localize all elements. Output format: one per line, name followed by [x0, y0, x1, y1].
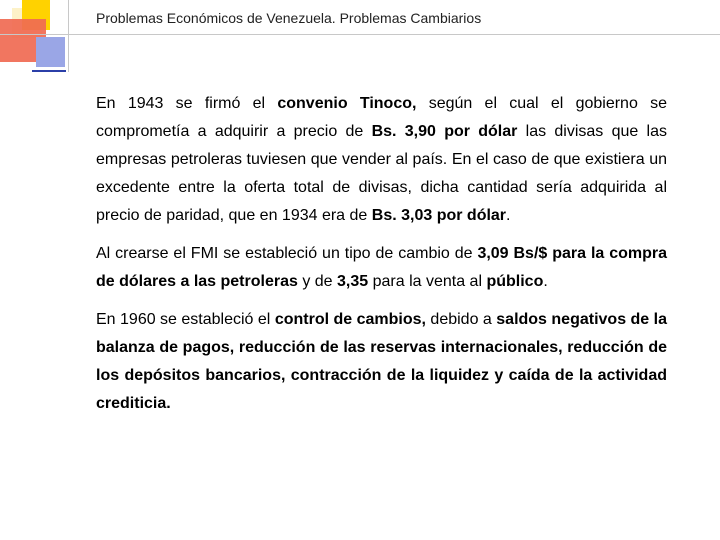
text-segment: Al crearse el FMI se estableció un tipo de cambio de [96, 245, 478, 262]
text-segment-bold: 3,35 [337, 273, 369, 290]
vertical-divider [68, 0, 69, 72]
paragraph-fmi [96, 240, 667, 296]
paragraph-convenio-tinoco [96, 90, 667, 230]
text-segment-bold: Bs. 3,90 por dólar [371, 123, 518, 140]
accent-line [32, 70, 66, 72]
text-segment: . [506, 207, 511, 224]
header-divider [0, 34, 720, 35]
text-segment-bold: control de cambios, [274, 311, 426, 328]
slide-body [96, 90, 667, 428]
paragraph-control-cambios [96, 306, 667, 418]
text-segment: debido a [425, 311, 497, 328]
text-segment: . [543, 273, 548, 290]
decor-blue-square [36, 37, 65, 67]
text-segment-bold: convenio Tinoco, [277, 95, 417, 112]
text-segment-bold: público [486, 273, 544, 290]
text-segment: y de [297, 273, 338, 290]
text-segment-bold: saldos negativos de la balanza de pagos, reducción de las reservas internacionales, reducción de los depósitos bancarios, contracción de la liquidez y caída de la actividad crediticia. [96, 311, 668, 412]
text-segment: las divisas que las empresas petroleras tuviesen que vender al país. En el caso de que existiera un excedente entre la oferta total de divisas, dicha cantidad sería adquirida al precio de paridad, que en 1934 era de [96, 123, 668, 224]
text-segment-bold: 3,09 Bs/$ para la compra de dólares a las petroleras [96, 245, 668, 290]
text-segment: En 1960 se estableció el [96, 311, 275, 328]
text-segment: según el cual el gobierno se comprometía a adquirir a precio de [96, 95, 668, 140]
text-segment-bold: Bs. 3,03 por dólar [371, 207, 507, 224]
slide-header-title: Problemas Económicos de Venezuela. Problemas Cambiarios [96, 10, 482, 26]
text-segment: En 1943 se firmó el [96, 95, 278, 112]
text-segment: para la venta al [368, 273, 487, 290]
